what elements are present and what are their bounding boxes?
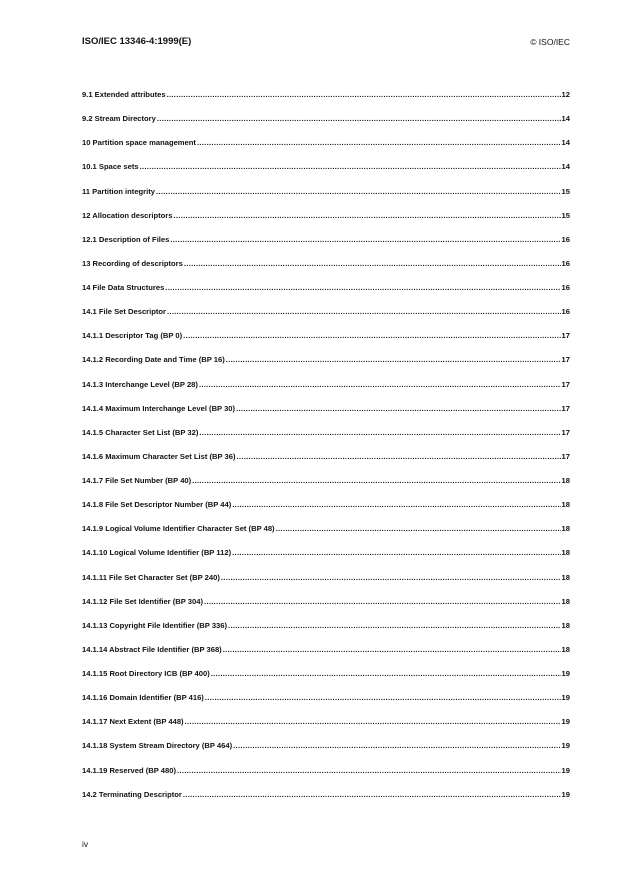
toc-entry-title: 14.1.18 System Stream Directory (BP 464) <box>82 741 233 751</box>
toc-entry-title: 12 Allocation descriptors <box>82 210 173 220</box>
dot-leader <box>204 597 561 606</box>
toc-entry-page: 18 <box>561 620 570 630</box>
toc-entry-title: 14.1.7 File Set Number (BP 40) <box>82 476 192 485</box>
toc-entry-title: 14.1.12 File Set Identifier (BP 304) <box>82 596 203 606</box>
toc-entry-page: 18 <box>561 524 570 534</box>
toc-entry-page: 19 <box>561 741 570 751</box>
dot-leader <box>170 235 560 244</box>
toc-entry-title: 14.1.1 Descriptor Tag (BP 0) <box>82 331 183 341</box>
toc-entry-title: 14.1.6 Maximum Character Set List (BP 36) <box>82 451 236 461</box>
toc-entry-title: 13 Recording of descriptors <box>82 258 183 268</box>
dot-leader <box>184 259 561 268</box>
toc-entry-page: 18 <box>561 548 570 558</box>
toc-entry-title: 14.1.17 Next Extent (BP 448) <box>82 717 184 727</box>
toc-entry-title: 14.1.13 Copyright File Identifier (BP 336) <box>82 620 228 630</box>
dot-leader <box>165 283 560 292</box>
dot-leader <box>157 114 561 123</box>
toc-entry-page: 17 <box>561 427 570 437</box>
document-id: ISO/IEC 13346-4:1999(E) <box>82 36 192 47</box>
toc-entry-title: 14.1.11 File Set Character Set (BP 240) <box>82 572 220 582</box>
copyright: © ISO/IEC <box>530 37 570 47</box>
toc-entry-title: 14.1.14 Abstract File Identifier (BP 368) <box>82 644 222 654</box>
toc-entry-title: 14.1.4 Maximum Interchange Level (BP 30) <box>82 403 236 413</box>
toc-entry[interactable] <box>82 524 570 548</box>
dot-leader <box>185 717 561 726</box>
dot-leader <box>223 645 561 654</box>
toc-entry-page: 18 <box>561 572 570 582</box>
toc-entry-page: 19 <box>561 669 570 678</box>
toc-entry-title: 14.1 File Set Descriptor <box>82 307 166 317</box>
toc-entry-title: 9.1 Extended attributes <box>82 90 166 99</box>
toc-entry-page: 17 <box>561 379 570 389</box>
dot-leader <box>199 428 560 437</box>
toc-entry-title: 14.1.19 Reserved (BP 480) <box>82 765 176 775</box>
toc-entry-page: 17 <box>561 355 570 365</box>
toc-entry[interactable] <box>82 548 570 572</box>
toc-entry-page: 15 <box>561 186 570 196</box>
toc-entry-page: 16 <box>561 307 570 317</box>
toc-entry-page: 19 <box>561 693 570 703</box>
toc-entry-page: 15 <box>561 210 570 220</box>
dot-leader <box>232 500 560 509</box>
toc-entry[interactable] <box>82 669 570 693</box>
dot-leader <box>167 90 561 99</box>
toc-entry-title: 14.1.3 Interchange Level (BP 28) <box>82 379 198 389</box>
toc-entry-page: 19 <box>561 789 570 799</box>
toc-entry[interactable] <box>82 645 570 669</box>
dot-leader <box>183 790 561 799</box>
toc-entry-title: 10 Partition space management <box>82 138 196 148</box>
toc-entry-page: 17 <box>561 403 570 413</box>
toc-entry[interactable] <box>82 380 570 404</box>
toc-entry-page: 12 <box>561 90 570 99</box>
dot-leader <box>173 211 560 220</box>
toc-entry[interactable] <box>82 500 570 524</box>
dot-leader <box>236 404 560 413</box>
dot-leader <box>221 573 561 582</box>
toc-entry-page: 17 <box>561 451 570 461</box>
toc-entry[interactable] <box>82 162 570 186</box>
toc-entry[interactable] <box>82 693 570 717</box>
toc-entry-title: 14.1.10 Logical Volume Identifier (BP 112) <box>82 548 232 558</box>
dot-leader <box>232 548 560 557</box>
toc-entry[interactable] <box>82 573 570 597</box>
toc-entry-title: 12.1 Description of Files <box>82 234 170 244</box>
toc-entry-title: 14.1.5 Character Set List (BP 32) <box>82 427 199 437</box>
toc-entry[interactable] <box>82 476 570 500</box>
dot-leader <box>156 187 561 196</box>
toc-entry-page: 19 <box>561 765 570 775</box>
toc-entry[interactable] <box>82 790 570 814</box>
toc-entry-title: 10.1 Space sets <box>82 162 139 172</box>
toc-entry-page: 19 <box>561 717 570 727</box>
toc-entry[interactable] <box>82 283 570 307</box>
toc-entry-page: 18 <box>561 476 570 485</box>
toc-entry[interactable] <box>82 452 570 476</box>
toc-entry-title: 14.1.16 Domain Identifier (BP 416) <box>82 693 204 703</box>
toc-entry[interactable] <box>82 597 570 621</box>
dot-leader <box>205 693 561 702</box>
toc-entry-page: 17 <box>561 331 570 341</box>
dot-leader <box>140 162 561 171</box>
toc-entry[interactable] <box>82 621 570 645</box>
dot-leader <box>211 669 561 678</box>
page-number: iv <box>82 839 89 849</box>
dot-leader <box>167 307 561 316</box>
toc-entry-page: 16 <box>561 234 570 244</box>
toc-entry[interactable] <box>82 114 570 138</box>
toc-entry-page: 16 <box>561 258 570 268</box>
toc-entry[interactable] <box>82 90 570 114</box>
toc-entry-title: 9.2 Stream Directory <box>82 114 156 124</box>
toc-entry-title: 14.2 Terminating Descriptor <box>82 789 182 799</box>
toc-entry-title: 14.1.8 File Set Descriptor Number (BP 44) <box>82 500 232 510</box>
toc-entry-page: 14 <box>561 114 570 124</box>
toc-entry[interactable] <box>82 211 570 235</box>
dot-leader <box>177 766 561 775</box>
dot-leader <box>197 138 561 147</box>
toc-entry[interactable] <box>82 259 570 283</box>
toc-entry[interactable] <box>82 235 570 259</box>
toc-entry[interactable] <box>82 331 570 355</box>
dot-leader <box>183 331 560 340</box>
toc-entry-title: 14.1.9 Logical Volume Identifier Character Set (BP 48) <box>82 524 275 534</box>
toc-entry[interactable] <box>82 766 570 790</box>
dot-leader <box>276 524 561 533</box>
toc-entry[interactable] <box>82 717 570 741</box>
toc-entry-title: 14 File Data Structures <box>82 283 165 292</box>
dot-leader <box>228 621 561 630</box>
toc-entry[interactable] <box>82 428 570 452</box>
toc-entry-page: 16 <box>561 283 570 292</box>
toc-entry-page: 18 <box>561 644 570 654</box>
toc-entry[interactable] <box>82 741 570 765</box>
dot-leader <box>233 741 560 750</box>
toc-entry-title: 14.1.2 Recording Date and Time (BP 16) <box>82 355 225 365</box>
toc-entry-title: 11 Partition integrity <box>82 186 156 196</box>
toc-entry-page: 14 <box>561 138 570 148</box>
dot-leader <box>192 476 560 485</box>
dot-leader <box>199 380 561 389</box>
toc-entry[interactable] <box>82 404 570 428</box>
dot-leader <box>226 355 561 364</box>
dot-leader <box>236 452 560 461</box>
table-of-contents <box>82 90 570 814</box>
toc-entry-page: 18 <box>561 596 570 606</box>
toc-entry-page: 14 <box>561 162 570 172</box>
toc-entry[interactable] <box>82 307 570 331</box>
toc-entry[interactable] <box>82 187 570 211</box>
toc-entry[interactable] <box>82 355 570 379</box>
toc-entry-title: 14.1.15 Root Directory ICB (BP 400) <box>82 669 210 678</box>
toc-entry[interactable] <box>82 138 570 162</box>
toc-entry-page: 18 <box>561 500 570 510</box>
